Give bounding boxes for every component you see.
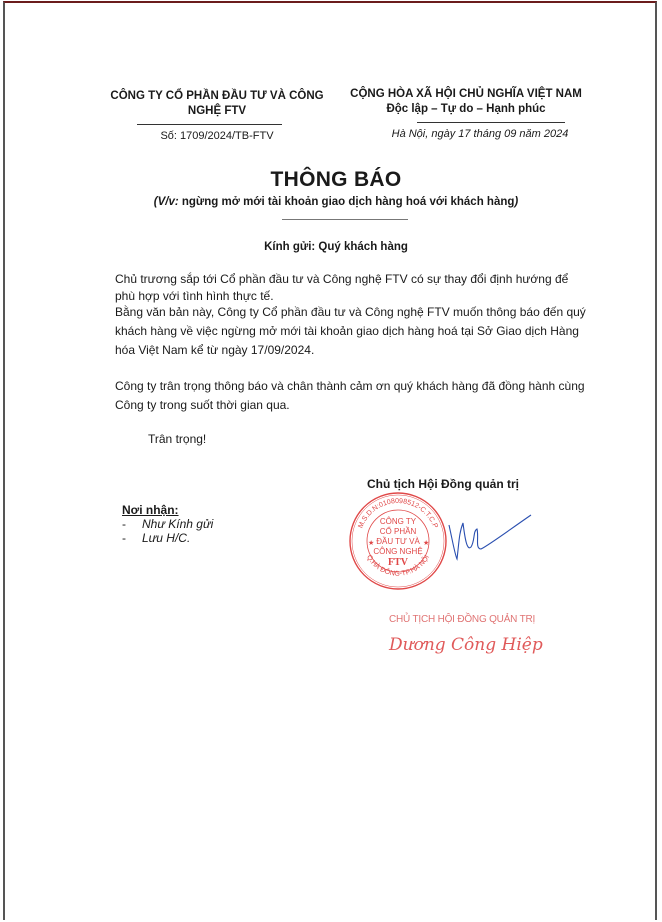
recipient-item: - Lưu H/C. [122, 531, 191, 545]
company-stamp [348, 491, 448, 591]
country-name: CỘNG HÒA XÃ HỘI CHỦ NGHĨA VIỆT NAM [350, 88, 582, 100]
company-underline [137, 124, 282, 125]
stamp-star-left: ★ [368, 540, 375, 547]
subject-text: ngừng mở mới tài khoản giao dịch hàng hoá với khách hàng [178, 196, 515, 208]
stamp-brand: FTV [388, 557, 408, 568]
date-place: Hà Nội, ngày 17 tháng 09 năm 2024 [391, 128, 569, 140]
motto-underline [417, 122, 565, 123]
subject-suffix: ) [514, 196, 519, 208]
stamp-caption: CHỦ TỊCH HỘI ĐỒNG QUẢN TRỊ [389, 614, 536, 625]
closing: Trân trọng! [148, 432, 207, 446]
subject-underline [282, 219, 408, 220]
document-title: THÔNG BÁO [270, 168, 402, 191]
document-subject [95, 196, 577, 208]
greeting: Kính gửi: Quý khách hàng [264, 241, 408, 253]
handwritten-signature [445, 503, 535, 563]
document-number: Số: 1709/2024/TB-FTV [160, 130, 274, 142]
stamp-ring-top-text: M.S.D.N:0108098512-C.T.C.P [357, 497, 439, 530]
p1-line-1: Chủ trương sắp tới Cổ phần đầu tư và Công nghệ FTV có sự thay đổi định hướng để [115, 272, 569, 286]
subject-prefix: (V/v: [153, 196, 179, 208]
signer-name: Dương Công Hiệp [389, 635, 543, 655]
stamp-star-right: ★ [423, 540, 430, 547]
stamp-line-1: CÔNG TY [379, 517, 417, 526]
document-page [3, 1, 657, 920]
national-header [337, 87, 595, 117]
body-paragraph-1 [115, 270, 595, 360]
stamp-line-4: CÔNG NGHỆ [373, 547, 423, 556]
body-paragraph-3: Công ty trân trọng thông báo và chân thành cảm ơn quý khách hàng đã đồng hành cùng Công ty trong suốt thời gian qua. [115, 379, 585, 412]
p1-line-2: phù hợp với tình hình thực tế. [115, 289, 274, 303]
signature-title: Chủ tịch Hội Đồng quản trị [367, 477, 519, 491]
national-motto: Độc lập – Tự do – Hạnh phúc [386, 103, 546, 115]
recipients [122, 503, 213, 545]
stamp-line-3: ĐẦU TƯ VÀ [376, 537, 420, 546]
recipient-item: - Như Kính gửi [122, 517, 214, 531]
company-name: CÔNG TY CỔ PHẦN ĐẦU TƯ VÀ CÔNG NGHỆ FTV [110, 90, 324, 117]
stamp-line-2: CỔ PHẦN [379, 527, 417, 536]
signature-stroke [449, 515, 531, 559]
recipients-label: Nơi nhận: [122, 503, 179, 517]
body-paragraph-2: Bằng văn bản này, Công ty Cổ phần đầu tư và Công nghệ FTV muốn thông báo đến quý khách hàng về việc ngừng mở mới tài khoản giao dịch hàng hoá tại Sở Giao dịch Hàng hóa Việt Nam kể từ ngày 17/09/2024. [115, 305, 586, 357]
stamp-ring-bottom-text: Q.HÀ ĐÔNG-TP.HÀ NỘI [365, 554, 431, 578]
